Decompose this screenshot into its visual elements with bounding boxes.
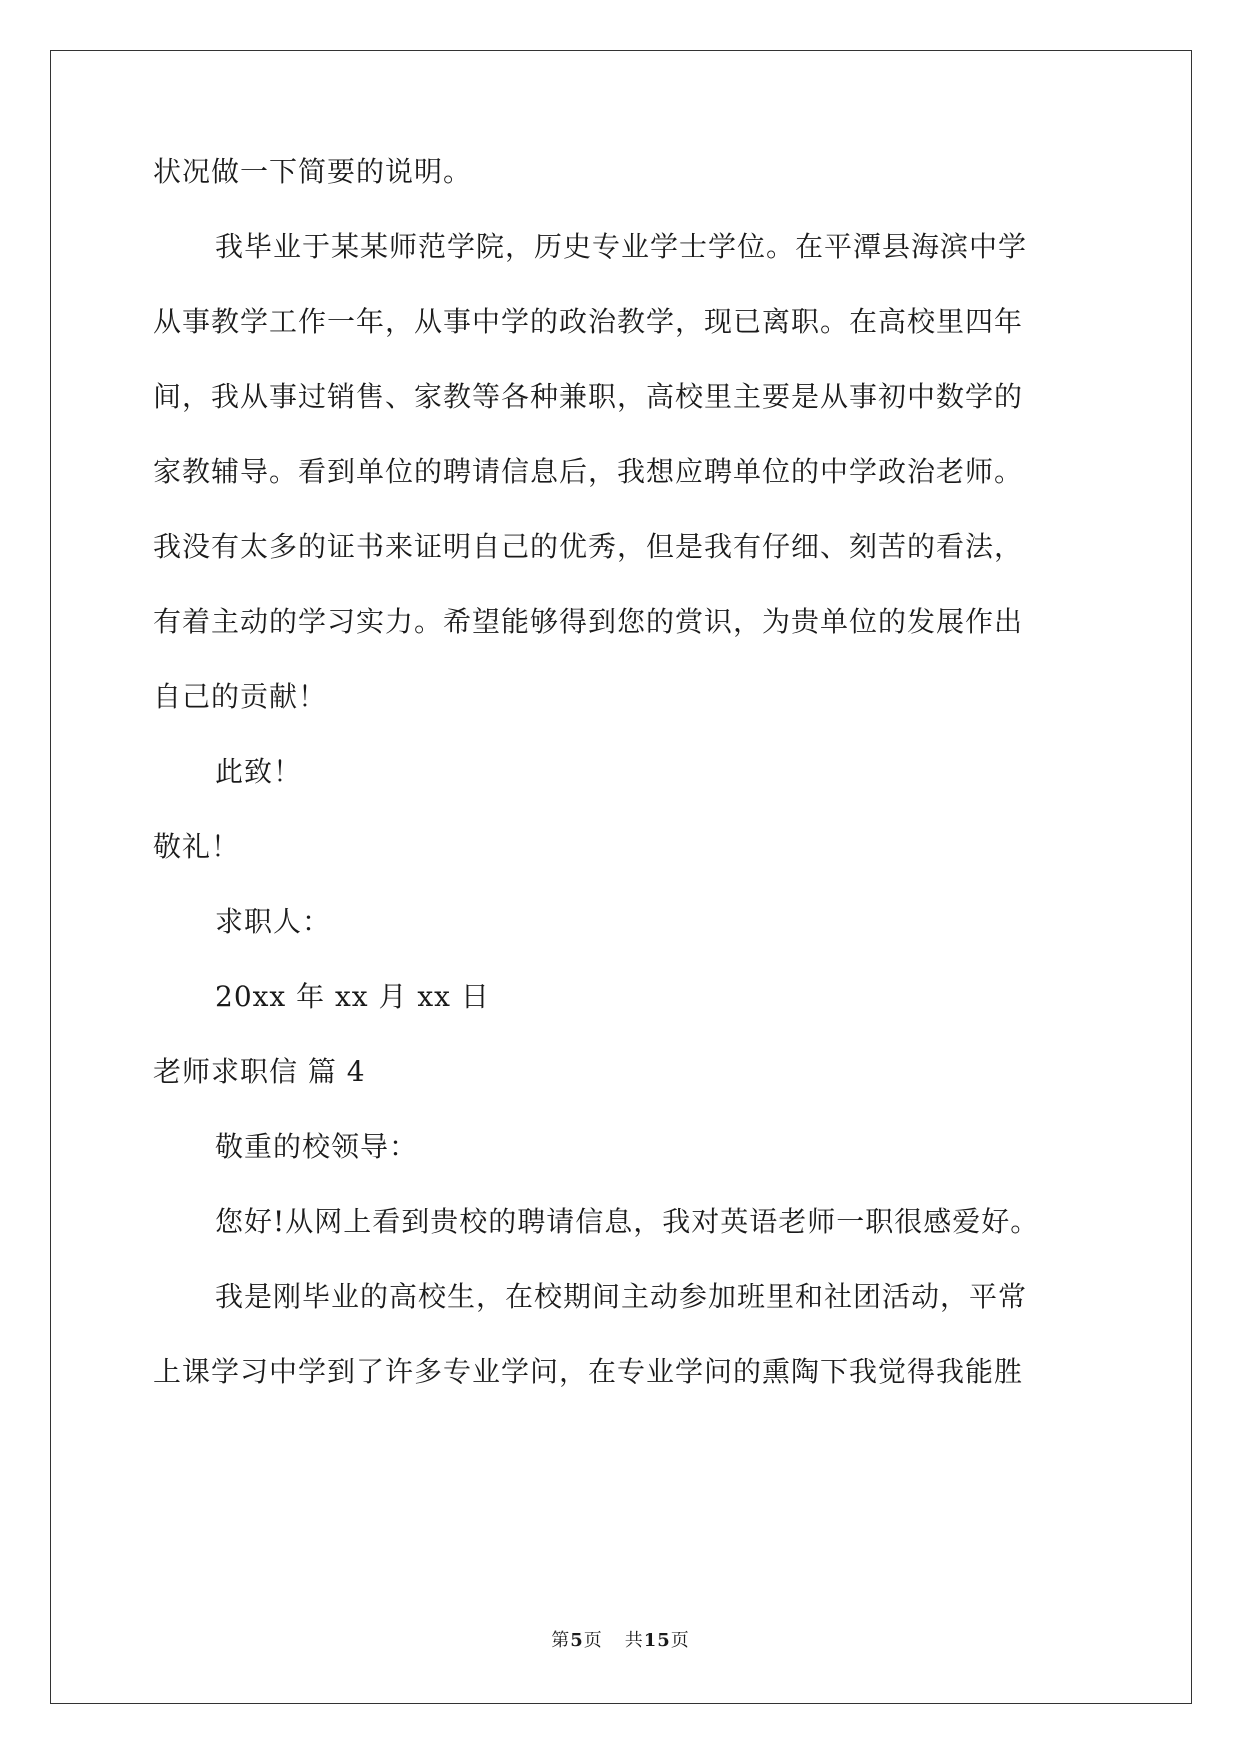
page-footer bbox=[0, 1629, 1241, 1653]
page-border bbox=[50, 50, 1192, 1704]
text-line: 有着主动的学习实力。希望能够得到您的赏识，为贵单位的发展作出 bbox=[153, 605, 1024, 638]
total-suffix: 页 bbox=[670, 1630, 690, 1651]
text-line: 自己的贡献！ bbox=[153, 680, 328, 713]
page-suffix: 页 bbox=[583, 1630, 603, 1651]
text-line: 20xx 年 xx 月 xx 日 bbox=[215, 980, 490, 1013]
text-line: 间，我从事过销售、家教等各种兼职，高校里主要是从事初中数学的 bbox=[153, 380, 1024, 413]
text-line: 求职人： bbox=[215, 905, 332, 938]
text-line: 您好!从网上看到贵校的聘请信息，我对英语老师一职很感爱好。 bbox=[215, 1205, 1040, 1238]
text-line: 家教辅导。看到单位的聘请信息后，我想应聘单位的中学政治老师。 bbox=[153, 455, 1024, 488]
text-line: 此致！ bbox=[215, 755, 303, 788]
text-line: 从事教学工作一年，从事中学的政治教学，现已离职。在高校里四年 bbox=[153, 305, 1024, 338]
page-prefix: 第 bbox=[551, 1630, 571, 1651]
text-line: 敬礼！ bbox=[153, 830, 241, 863]
page-current: 5 bbox=[570, 1630, 584, 1651]
total-prefix: 共 bbox=[624, 1630, 644, 1651]
text-line: 敬重的校领导： bbox=[215, 1130, 419, 1163]
page-total: 15 bbox=[643, 1630, 671, 1651]
text-line: 我毕业于某某师范学院，历史专业学士学位。在平潭县海滨中学 bbox=[215, 230, 1028, 263]
text-line: 我没有太多的证书来证明自己的优秀，但是我有仔细、刻苦的看法， bbox=[153, 530, 1024, 563]
section-heading: 老师求职信 篇 4 bbox=[153, 1055, 366, 1088]
text-line: 上课学习中学到了许多专业学问，在专业学问的熏陶下我觉得我能胜 bbox=[153, 1355, 1024, 1388]
text-line: 状况做一下简要的说明。 bbox=[153, 155, 473, 188]
text-line: 我是刚毕业的高校生，在校期间主动参加班里和社团活动，平常 bbox=[215, 1280, 1028, 1313]
